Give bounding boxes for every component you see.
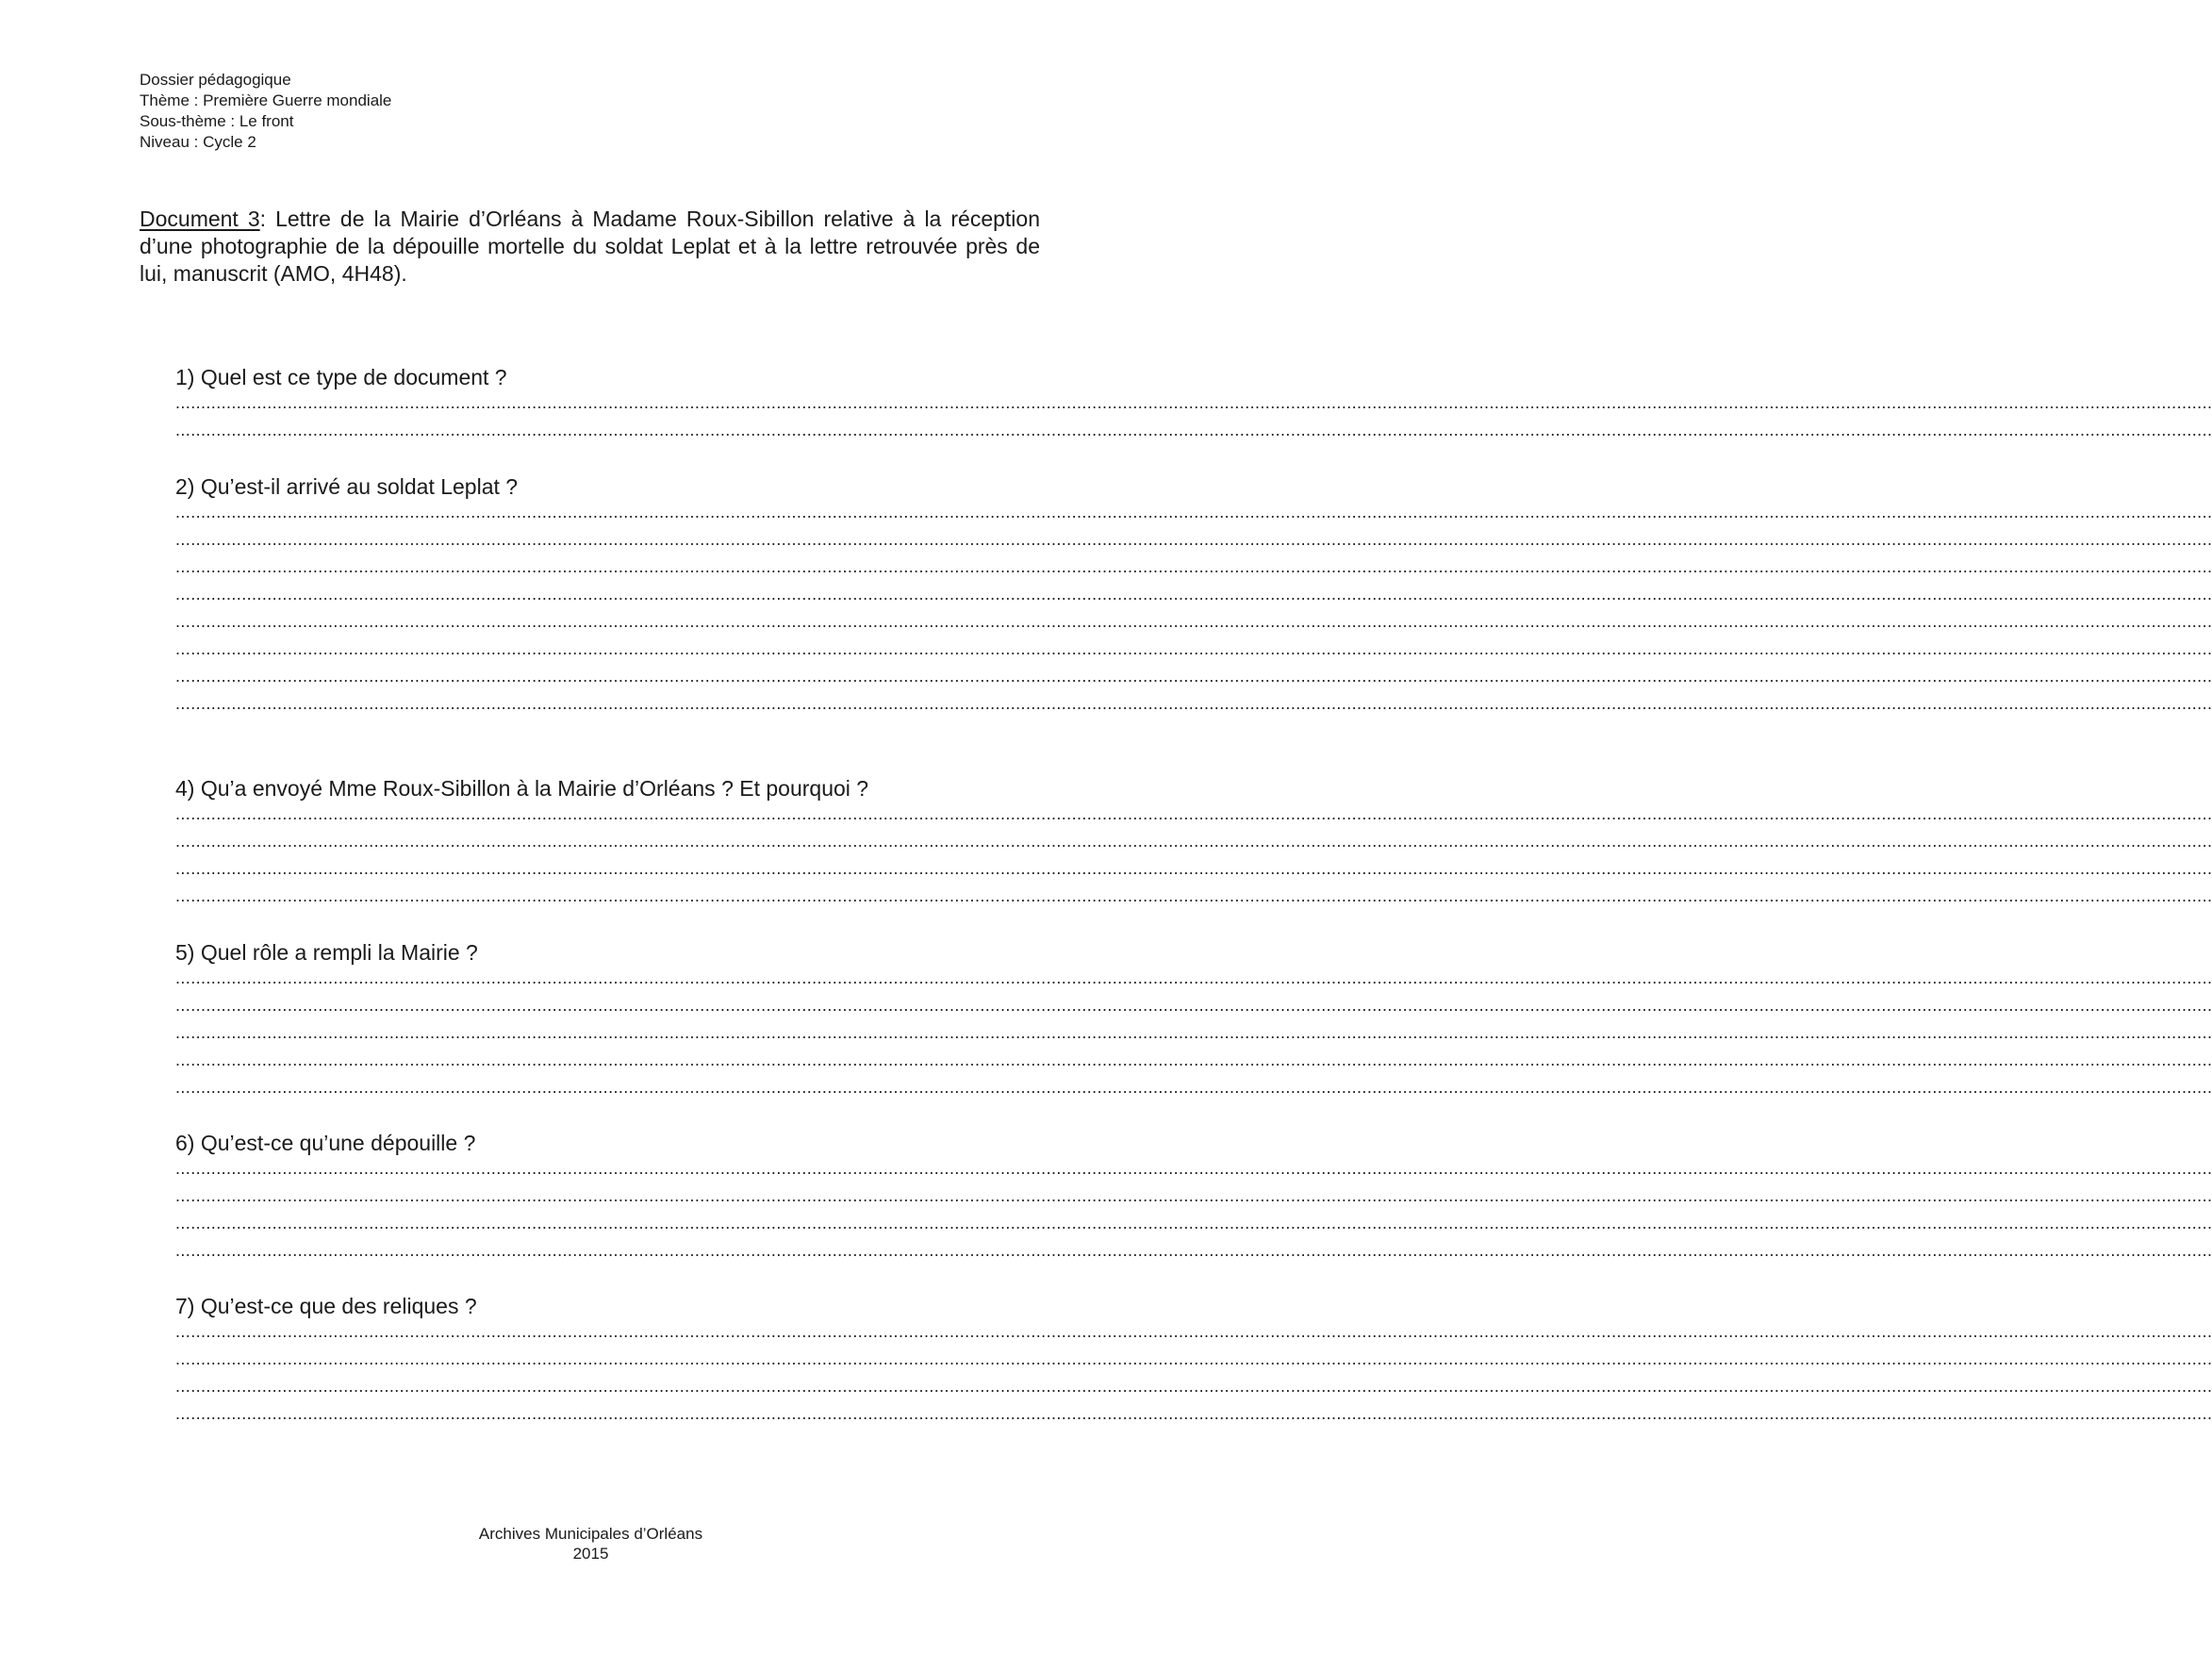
answer-line[interactable] [175,1049,2212,1076]
answer-line[interactable] [175,1076,2212,1103]
answer-line[interactable] [175,692,2212,719]
footer-institution: Archives Municipales d’Orléans [478,1525,703,1543]
dotted-rule: ................................................................................................................................................................................................................................................................................................................................................................................................................ [175,557,2212,576]
answer-line[interactable] [175,857,2212,885]
answer-line[interactable] [175,830,2212,857]
dotted-rule: ................................................................................................................................................................................................................................................................................................................................................................................................................ [175,1186,2212,1205]
dotted-rule: ................................................................................................................................................................................................................................................................................................................................................................................................................ [175,612,2212,631]
question-7 [175,1293,2212,1430]
answer-line[interactable] [175,885,2212,912]
dotted-rule: ................................................................................................................................................................................................................................................................................................................................................................................................................ [175,421,2212,439]
answer-line[interactable] [175,1375,2212,1402]
question-6 [175,1130,2212,1266]
dotted-rule: ................................................................................................................................................................................................................................................................................................................................................................................................................ [175,804,2212,823]
dotted-rule: ................................................................................................................................................................................................................................................................................................................................................................................................................ [175,694,2212,713]
answer-area[interactable] [175,967,2212,1103]
dotted-rule: ................................................................................................................................................................................................................................................................................................................................................................................................................ [175,1241,2212,1260]
answer-line[interactable] [175,994,2212,1021]
question-text: 2) Qu’est-il arrivé au soldat Leplat ? [175,474,519,499]
answer-line[interactable] [175,501,2212,528]
document-label: Document 3 [140,207,260,231]
dotted-rule: ................................................................................................................................................................................................................................................................................................................................................................................................................ [175,639,2212,658]
question-2 [175,473,2212,719]
answer-area[interactable] [175,1157,2212,1266]
dotted-rule: ................................................................................................................................................................................................................................................................................................................................................................................................................ [175,585,2212,604]
dotted-rule: ................................................................................................................................................................................................................................................................................................................................................................................................................ [175,996,2212,1015]
dotted-rule: ................................................................................................................................................................................................................................................................................................................................................................................................................ [175,832,2212,851]
answer-line[interactable] [175,1157,2212,1184]
dotted-rule: ................................................................................................................................................................................................................................................................................................................................................................................................................ [175,1078,2212,1097]
document-footer [0,1524,1181,1563]
answer-line[interactable] [175,1239,2212,1266]
dotted-rule: ................................................................................................................................................................................................................................................................................................................................................................................................................ [175,1349,2212,1368]
question-4 [175,775,2212,912]
answer-area[interactable] [175,1320,2212,1430]
question-text: 4) Qu’a envoyé Mme Roux-Sibillon à la Mairie d’Orléans ? Et pourquoi ? [175,776,869,801]
header-sous-theme: Sous-thème : Le front [140,112,294,130]
dotted-rule: ................................................................................................................................................................................................................................................................................................................................................................................................................ [175,1023,2212,1042]
answer-area[interactable] [175,802,2212,912]
dotted-rule: ................................................................................................................................................................................................................................................................................................................................................................................................................ [175,859,2212,878]
answer-line[interactable] [175,528,2212,555]
answer-line[interactable] [175,555,2212,583]
dotted-rule: ................................................................................................................................................................................................................................................................................................................................................................................................................ [175,1404,2212,1423]
answer-line[interactable] [175,1212,2212,1239]
document-title [140,206,1040,288]
question-text: 5) Quel rôle a rempli la Mairie ? [175,940,478,965]
header-dossier: Dossier pédagogique [140,71,291,89]
question-text: 6) Qu’est-ce qu’une dépouille ? [175,1131,476,1155]
document-header [140,70,391,153]
dotted-rule: ................................................................................................................................................................................................................................................................................................................................................................................................................ [175,503,2212,521]
answer-line[interactable] [175,391,2212,419]
header-niveau: Niveau : Cycle 2 [140,133,256,151]
answer-line[interactable] [175,419,2212,446]
answer-line[interactable] [175,967,2212,994]
dotted-rule: ................................................................................................................................................................................................................................................................................................................................................................................................................ [175,1322,2212,1341]
dotted-rule: ................................................................................................................................................................................................................................................................................................................................................................................................................ [175,886,2212,905]
document-description: : Lettre de la Mairie d’Orléans à Madame Roux-Sibillon relative à la réception d’une photographie de la dépouille mortelle du soldat Leplat et à la lettre retrouvée près de lui, manuscrit (AMO, 4H48). [140,207,1040,286]
answer-line[interactable] [175,1021,2212,1049]
dotted-rule: ................................................................................................................................................................................................................................................................................................................................................................................................................ [175,1214,2212,1232]
dotted-rule: ................................................................................................................................................................................................................................................................................................................................................................................................................ [175,530,2212,549]
dotted-rule: ................................................................................................................................................................................................................................................................................................................................................................................................................ [175,968,2212,987]
dotted-rule: ................................................................................................................................................................................................................................................................................................................................................................................................................ [175,1050,2212,1069]
answer-line[interactable] [175,610,2212,637]
answer-area[interactable] [175,391,2212,446]
question-text: 7) Qu’est-ce que des reliques ? [175,1294,477,1318]
footer-year: 2015 [572,1545,609,1563]
question-1 [175,364,2212,446]
answer-line[interactable] [175,665,2212,692]
answer-line[interactable] [175,583,2212,610]
question-5 [175,939,2212,1103]
answer-line[interactable] [175,1402,2212,1430]
answer-line[interactable] [175,802,2212,830]
question-text: 1) Quel est ce type de document ? [175,365,507,389]
answer-line[interactable] [175,1184,2212,1212]
dotted-rule: ................................................................................................................................................................................................................................................................................................................................................................................................................ [175,1377,2212,1396]
answer-area[interactable] [175,501,2212,719]
dotted-rule: ................................................................................................................................................................................................................................................................................................................................................................................................................ [175,393,2212,412]
dotted-rule: ................................................................................................................................................................................................................................................................................................................................................................................................................ [175,667,2212,686]
answer-line[interactable] [175,1320,2212,1348]
answer-line[interactable] [175,637,2212,665]
dotted-rule: ................................................................................................................................................................................................................................................................................................................................................................................................................ [175,1159,2212,1178]
header-theme: Thème : Première Guerre mondiale [140,91,392,109]
answer-line[interactable] [175,1348,2212,1375]
